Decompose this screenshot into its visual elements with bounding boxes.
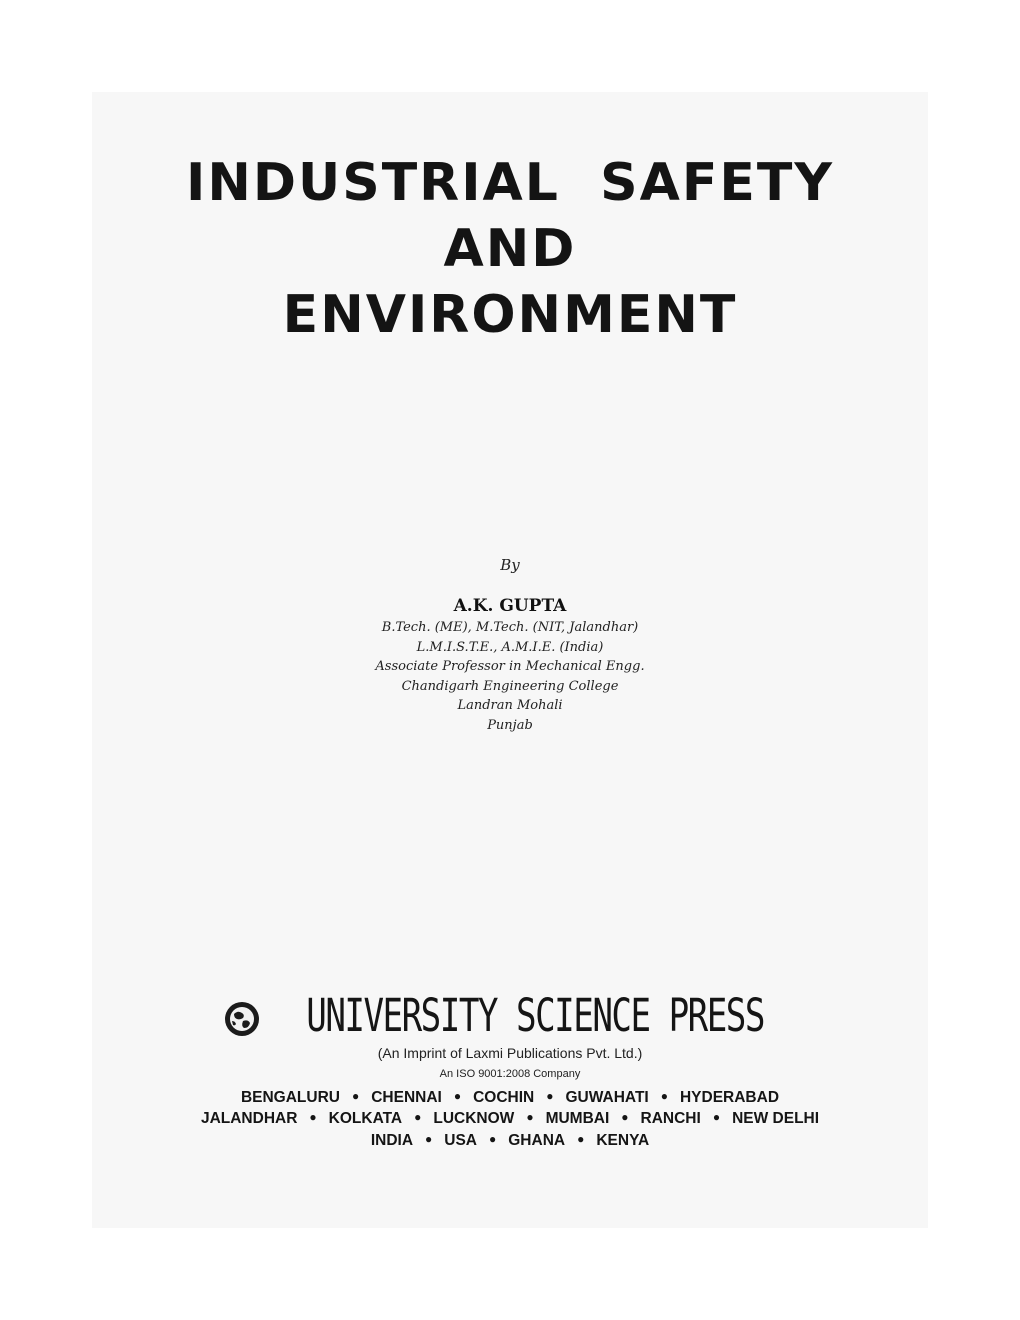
bullet-separator: ●	[660, 1089, 668, 1103]
author-credential: Associate Professor in Mechanical Engg.	[375, 659, 645, 674]
city-name: GUWAHATI	[565, 1089, 649, 1106]
author-block	[0, 594, 1020, 735]
bullet-separator: ●	[309, 1110, 317, 1124]
city-list-row-2	[0, 1107, 1020, 1129]
city-name: BENGALURU	[240, 1089, 340, 1106]
city-name: KENYA	[596, 1132, 650, 1149]
city-name: CHENNAI	[371, 1089, 442, 1106]
title-line-3: ENVIRONMENT	[282, 285, 738, 345]
city-list-row-3	[0, 1129, 1020, 1151]
city-name: RANCHI	[640, 1110, 701, 1127]
bullet-separator: ●	[489, 1132, 497, 1146]
bullet-separator: ●	[712, 1110, 721, 1124]
iso-line: An ISO 9001:2008 Company	[439, 1068, 581, 1080]
city-name: NEW DELHI	[732, 1110, 820, 1127]
globe-icon	[224, 1001, 260, 1037]
city-name: HYDERABAD	[679, 1089, 780, 1106]
city-name: MUMBAI	[545, 1110, 610, 1127]
bullet-separator: ●	[546, 1089, 554, 1103]
city-name: GHANA	[508, 1132, 566, 1149]
author-credential: Chandigarh Engineering College	[401, 678, 619, 694]
bullet-separator: ●	[526, 1110, 534, 1124]
city-name: INDIA	[370, 1132, 414, 1149]
bullet-separator: ●	[351, 1089, 360, 1103]
city-name: LUCKNOW	[433, 1110, 515, 1127]
title-line-1: INDUSTRIAL SAFETY	[185, 153, 834, 213]
author-credential: B.Tech. (ME), M.Tech. (NIT, Jalandhar)	[381, 620, 639, 635]
imprint-line: (An Imprint of Laxmi Publications Pvt. Ltd.)	[377, 1045, 643, 1061]
author-name: A.K. GUPTA	[453, 596, 567, 616]
bullet-separator: ●	[577, 1132, 585, 1146]
author-credential: L.M.I.S.T.E., A.M.I.E. (India)	[416, 639, 604, 655]
author-credential: Punjab	[487, 717, 533, 733]
bullet-separator: ●	[453, 1089, 462, 1103]
city-name: USA	[444, 1132, 477, 1149]
city-name: JALANDHAR	[200, 1110, 298, 1127]
book-title	[0, 150, 1020, 348]
bullet-separator: ●	[621, 1110, 629, 1124]
city-list-row-1	[0, 1086, 1020, 1108]
city-name: KOLKATA	[328, 1110, 403, 1127]
bullet-separator: ●	[414, 1110, 422, 1124]
byline: By	[500, 556, 520, 574]
bullet-separator: ●	[425, 1132, 433, 1146]
author-credential: Landran Mohali	[457, 698, 563, 713]
publisher-name: UNIVERSITY SCIENCE PRESS	[306, 989, 764, 1042]
city-name: COCHIN	[473, 1089, 535, 1106]
publisher-logo	[0, 988, 1020, 1044]
title-line-2: AND	[443, 219, 577, 279]
